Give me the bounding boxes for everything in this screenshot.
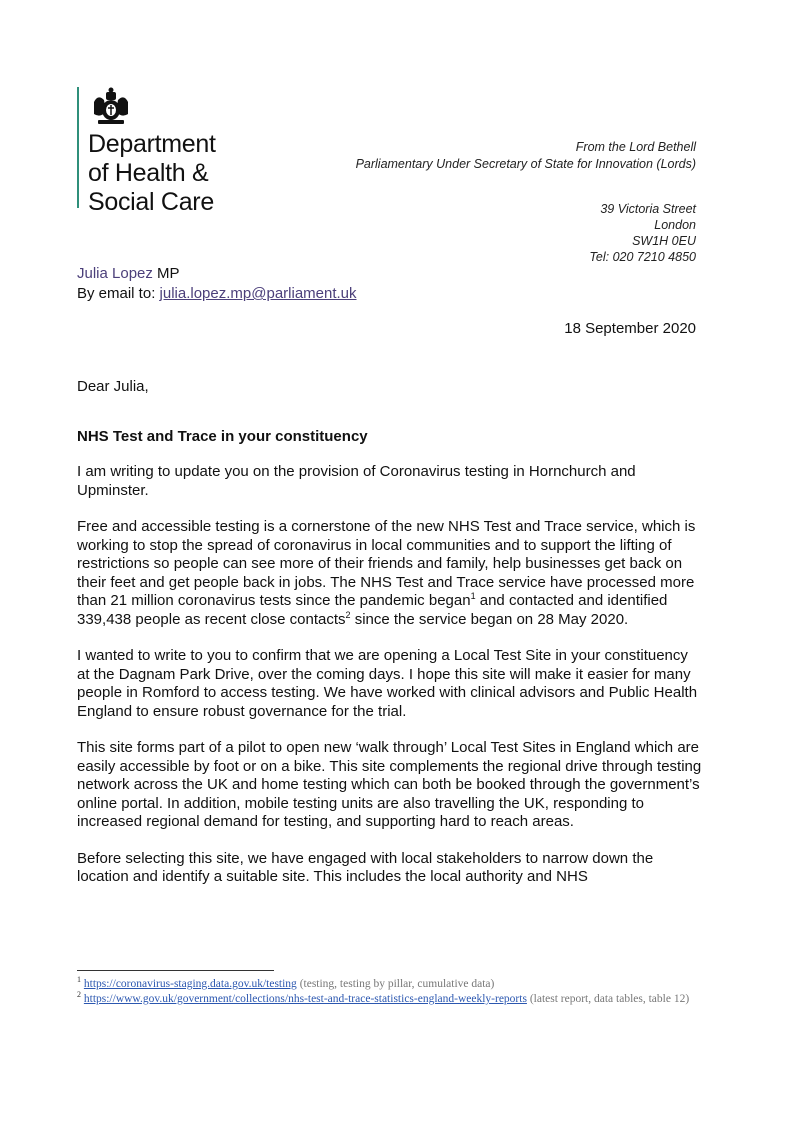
paragraph-3: I wanted to write to you to confirm that we are opening a Local Test Site in your constituency at the Dagnam Park Drive, over the coming days. I hope this site will make it easier for many people in Romford to access testing. We have worked with clinical advisors and Public Health England to ensure robust governance for the trial. — [77, 647, 698, 720]
footnote-1 — [77, 977, 702, 992]
recipient-email-link[interactable]: julia.lopez.mp@parliament.uk — [159, 285, 357, 302]
letter-date: 18 September 2020 — [564, 320, 696, 337]
footnote-1-marker: 1 — [77, 975, 81, 985]
logo-line-3: Social Care — [88, 188, 214, 216]
recipient-block — [77, 264, 357, 304]
footnote-1-note: (testing, testing by pillar, cumulative data) — [296, 978, 495, 990]
footnote-1-link[interactable]: https://coronavirus-staging.data.gov.uk/testing — [83, 978, 297, 990]
sender-title: Parliamentary Under Secretary of State for Innovation (Lords) — [355, 157, 696, 171]
address-city: London — [654, 218, 696, 232]
recipient-name: Julia Lopez — [77, 265, 153, 282]
address-telephone: Tel: 020 7210 4850 — [589, 250, 696, 264]
logo-line-2: of Health & — [88, 159, 209, 187]
address-street: 39 Victoria Street — [600, 202, 696, 216]
footnote-divider — [77, 970, 274, 971]
footnotes — [77, 977, 702, 1007]
paragraph-2-part-c: since the service began on 28 May 2020. — [350, 610, 629, 628]
sender-name: From the Lord Bethell — [575, 140, 696, 154]
email-prefix: By email to: — [77, 285, 160, 302]
paragraph-2 — [77, 518, 702, 629]
footnote-ref-1[interactable]: 1 — [470, 591, 476, 601]
paragraph-2-part-b: and contacted and identified 339,438 people as recent close contacts — [77, 592, 668, 628]
footnote-2-marker: 2 — [77, 990, 81, 1000]
sender-block — [356, 139, 696, 173]
paragraph-2-part-a: Free and accessible testing is a cornerstone of the new NHS Test and Trace service, which is working to stop the spread of coronavirus in local communities and to support the lifting of restrictions so people can see more of their friends and family, help businesses get back on their feet and get people back in jobs. The NHS Test and Trace service have processed more than 21 million coronavirus tests since the pandemic began — [77, 518, 696, 609]
footnote-2 — [77, 992, 702, 1007]
paragraph-5: Before selecting this site, we have engaged with local stakeholders to narrow down the location and identify a suitable site. This includes the local authority and NHS — [77, 849, 654, 885]
footnote-ref-2[interactable]: 2 — [345, 609, 351, 620]
letter-heading: NHS Test and Trace in your constituency — [77, 428, 368, 445]
recipient-suffix: MP — [152, 265, 180, 282]
footnote-2-note: (latest report, data tables, table 12) — [526, 993, 690, 1005]
paragraph-1: I am writing to update you on the provision of Coronavirus testing in Hornchurch and Upminster. — [77, 463, 636, 499]
logo-line-1: Department — [88, 130, 216, 158]
department-logo-text — [88, 130, 216, 217]
paragraph-4: This site forms part of a pilot to open new ‘walk through’ Local Test Sites in England which are easily accessible by foot or on a bike. This site complements the regional drive through testing network across the UK and home testing which can both be booked through the government’s online portal. In addition, mobile testing units are also travelling the UK, responding to increased regional demand for testing, and supporting hard to reach areas. — [77, 739, 702, 830]
logo-accent-bar — [77, 87, 79, 208]
greeting: Dear Julia, — [77, 378, 149, 395]
royal-crest-icon — [88, 86, 134, 126]
address-block — [589, 201, 696, 265]
address-postcode: SW1H 0EU — [632, 234, 696, 248]
letter-body — [77, 463, 702, 905]
footnote-2-link[interactable]: https://www.gov.uk/government/collections/nhs-test-and-trace-statistics-england-weekly-reports — [83, 993, 527, 1005]
